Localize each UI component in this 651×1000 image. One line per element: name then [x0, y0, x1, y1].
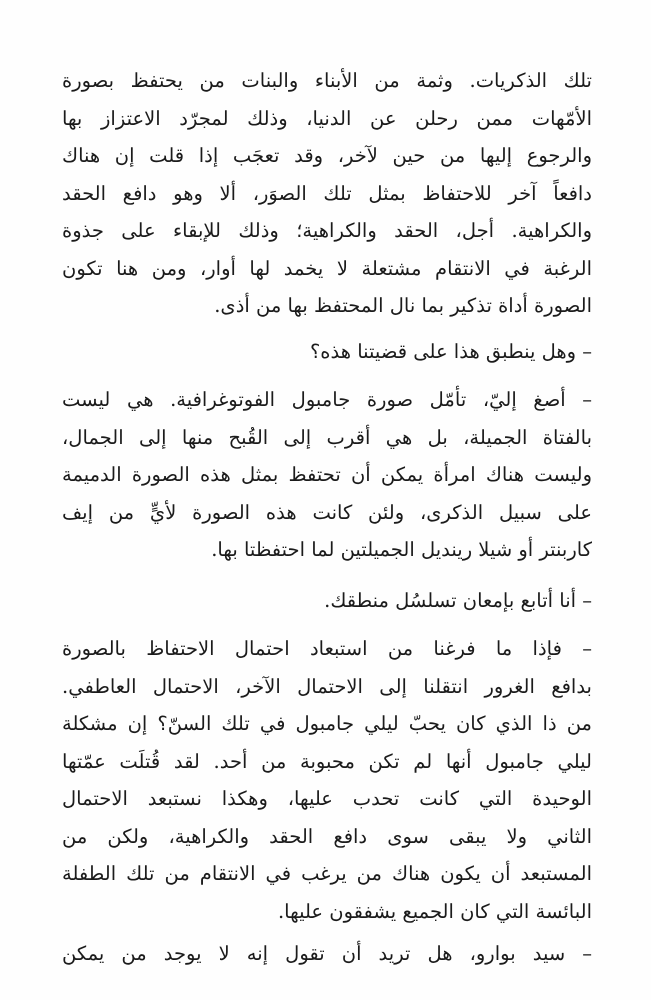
text-line: – أصغ إليّ، تأمّل صورة جامبول الفوتوغرافية. هي ليست	[62, 388, 592, 411]
text-line: ليلي جامبول أنها لم تكن محبوبة من أحد. لقد قُتلَت عمّتها	[62, 749, 592, 773]
text-line: بالفتاة الجميلة، بل هي أقرب إلى القُبح منها إلى الجمال،	[62, 425, 592, 449]
text-line: – أنا أتابع بإمعان تسلسُل منطقك.	[324, 589, 592, 612]
text-line: دافعاً آخر للاحتفاظ بمثل تلك الصوَر، ألا وهو دافع الحقد	[62, 181, 592, 205]
text-line: والكراهية. أجل، الحقد والكراهية؛ وذلك للإبقاء على جذوة	[62, 219, 592, 242]
dialogue-line-following	[62, 582, 592, 620]
text-line: بدافع الغرور انتقلنا إلى الاحتمال الآخر، الاحتمال العاطفي.	[62, 674, 592, 698]
text-line: الثاني ولا يبقى سوى دافع الحقد والكراهية، ولكن من	[62, 824, 592, 848]
text-line: على سبيل الذكرى، ولئن كانت هذه الصورة لأيٍّ من إيف	[62, 500, 592, 524]
text-line: الرغبة في الانتقام مشتعلة لا يخمد لها أوار، ومن هنا تكون	[62, 256, 592, 280]
dialogue-line-question	[62, 333, 592, 371]
text-line: الوحيدة التي كانت تحدب عليها، وهكذا نستبعد الاحتمال	[62, 787, 592, 810]
text-line: – وهل ينطبق هذا على قضيتنا هذه؟	[309, 340, 592, 363]
text-line: كاربنتر أو شيلا رينديل الجميلتين لما احتفظتا بها.	[211, 538, 592, 561]
paragraph-reasoning	[62, 630, 592, 930]
text-line: تلك الذكريات. وثمة من الأبناء والبنات من يحتفظ بصورة	[62, 69, 592, 92]
paragraph-memories	[62, 62, 592, 325]
text-line: – سيد بوارو، هل تريد أن تقول إنه لا يوجد من يمكن	[62, 942, 592, 965]
text-line: – فإذا ما فرغنا من استبعاد احتمال الاحتفاظ بالصورة	[62, 637, 592, 660]
paragraph-photograph	[62, 381, 592, 569]
text-line: البائسة التي كان الجميع يشفقون عليها.	[277, 899, 592, 923]
text-line: من ذا الذي كان يحبّ ليلي جامبول في تلك السنّ؟ إن مشكلة	[62, 712, 592, 735]
text-line: وليست هناك امرأة يمكن أن تحتفظ بمثل هذه الصورة الدميمة	[62, 463, 592, 486]
text-line: المستبعد أن يكون هناك من يرغب في الانتقام من تلك الطفلة	[62, 862, 592, 885]
text-line: الأمّهات ممن رحلن عن الدنيا، وذلك لمجرّد الاعتزاز بها	[62, 106, 592, 130]
text-line: الصورة أداة تذكير بما نال المحتفظ بها من أذى.	[214, 294, 592, 317]
dialogue-line-poirot	[62, 935, 592, 973]
text-line: والرجوع إليها من حين لآخر، وقد تعجَب إذا قلت إن هناك	[62, 144, 592, 167]
